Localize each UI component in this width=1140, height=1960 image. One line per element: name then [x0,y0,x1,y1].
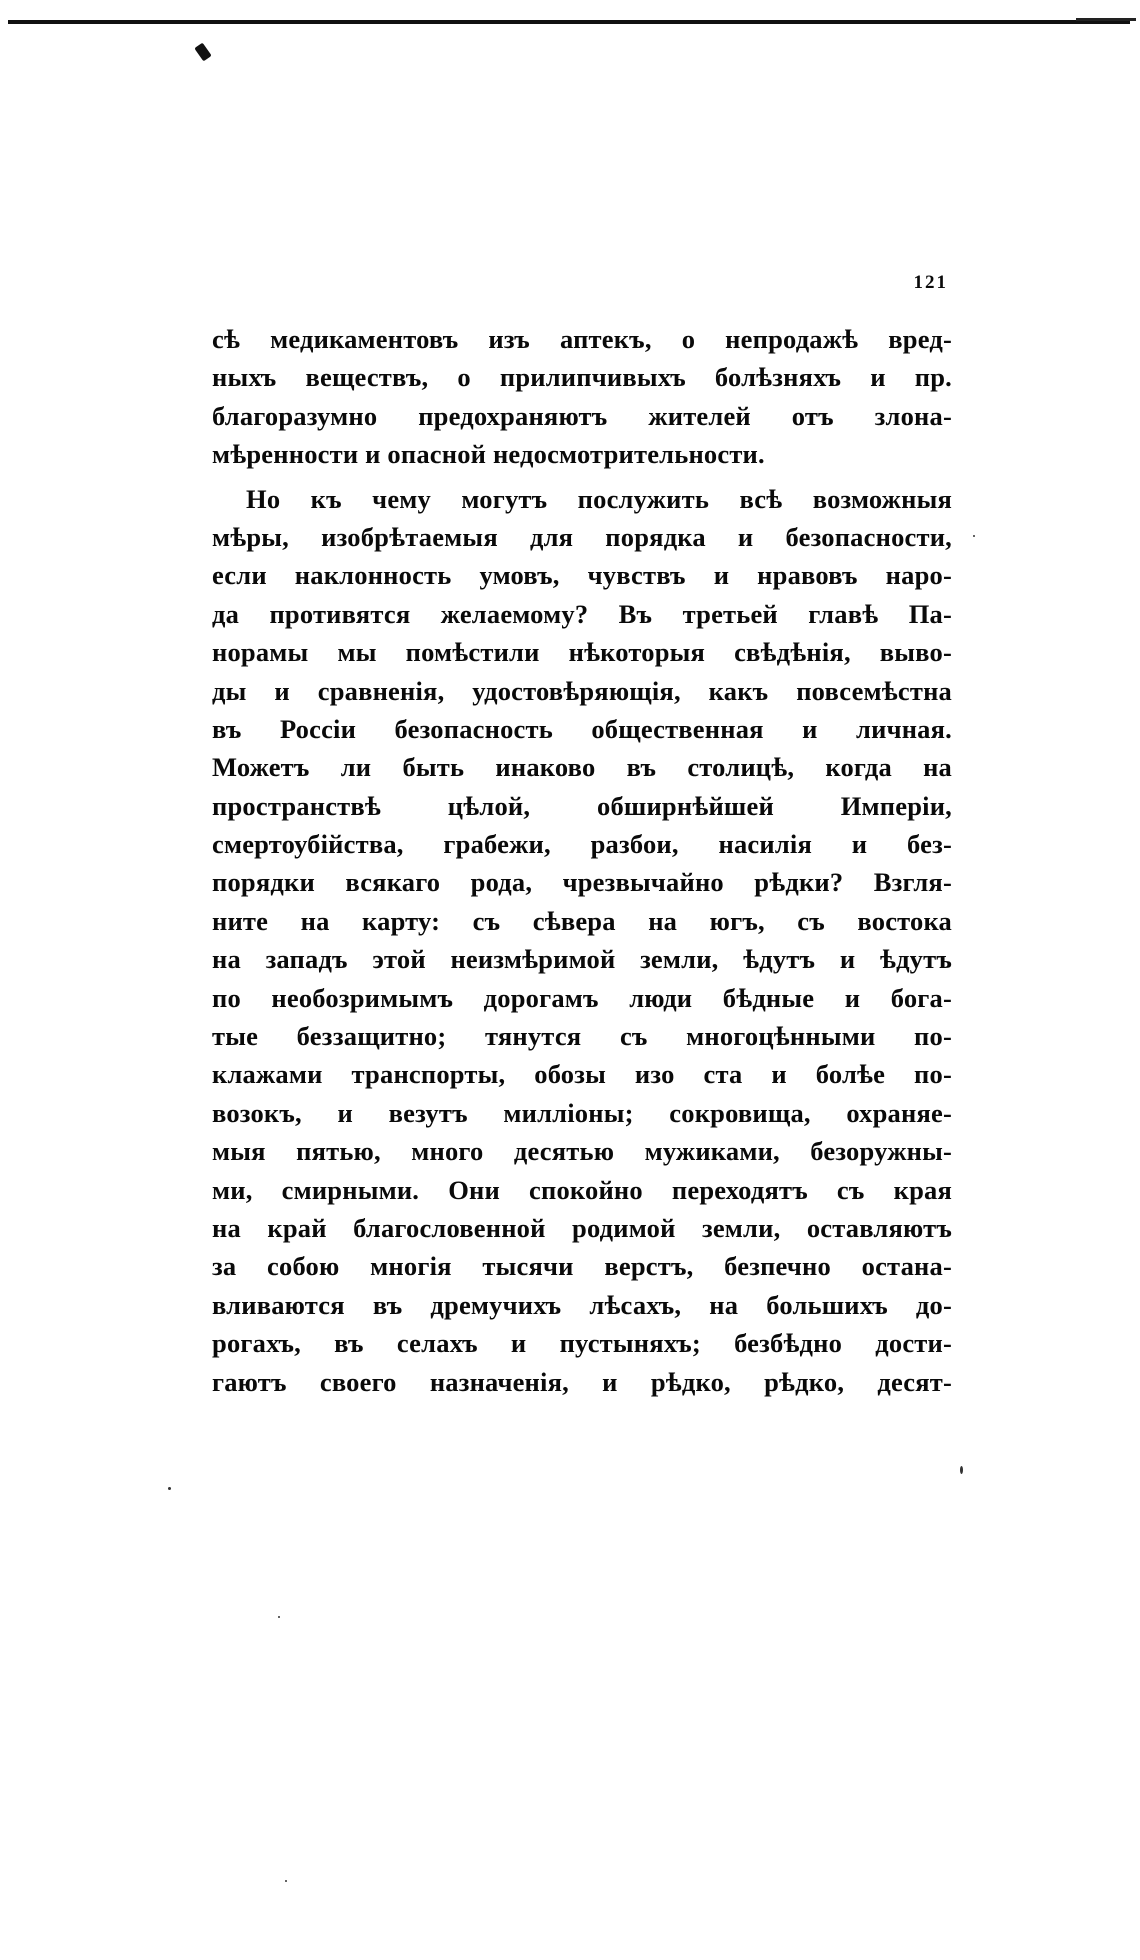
text-line: мѣренности и опасной недосмотрительности. [212,439,765,470]
text-line: гаютъ своего назначенія, и рѣдко, рѣдко, десят- [212,1366,952,1397]
text-line: ды и сравненія, удостовѣряющія, какъ повсемѣстна [212,675,952,706]
top-border-rule [8,20,1130,24]
text-line: Но къ чему могутъ послужить всѣ возможныя [246,483,952,514]
text-line: смертоубійства, грабежи, разбои, насилія и без- [212,829,952,860]
text-line: ныхъ веществъ, о прилипчивыхъ болѣзняхъ и пр. [212,362,952,393]
text-line: ните на карту: съ сѣвера на югъ, съ востока [212,905,952,936]
text-line: за собою многія тысячи верстъ, безпечно остана- [212,1251,952,1282]
text-line: пространствѣ цѣлой, обширнѣйшей Имперіи, [212,790,952,821]
text-line: вливаются въ дремучихъ лѣсахъ, на большихъ до- [212,1289,952,1320]
text-line: да противятся желаемому? Въ третьей главѣ Па- [212,598,952,629]
text-line: мѣры, изобрѣтаемыя для порядка и безопасности, [212,521,952,552]
text-line: если наклонность умовъ, чувствъ и нравовъ наро- [212,560,952,591]
text-line: Можетъ ли быть инаково въ столицѣ, когда на [212,752,952,783]
page-number: 121 [913,272,948,293]
ink-speck [960,1466,963,1474]
text-line: возокъ, и везутъ милліоны; сокровища, охраняе- [212,1097,952,1128]
text-line: на западъ этой неизмѣримой земли, ѣдутъ и ѣдутъ [212,944,952,975]
text-line: въ Россіи безопасность общественная и личная. [212,713,952,744]
body-text [212,320,952,1401]
text-line: порядки всякаго рода, чрезвычайно рѣдки? Взгля- [212,867,952,898]
text-line: мыя пятью, много десятью мужиками, безоружны- [212,1136,952,1167]
ink-speck [973,535,975,537]
text-line: тые беззащитно; тянутся съ многоцѣнными по- [212,1021,952,1052]
ink-speck [278,1616,280,1618]
text-line: сѣ медикаментовъ изъ аптекъ, о непродажѣ вред- [212,324,952,354]
text-line: на край благословенной родимой земли, оставляютъ [212,1212,952,1243]
text-line: ми, смирными. Они спокойно переходятъ съ края [212,1174,952,1205]
ink-speck [168,1487,171,1490]
text-line: рогахъ, въ селахъ и пустыняхъ; безбѣдно дости- [212,1328,952,1359]
ink-mark [194,43,211,62]
text-line: по необозримымъ дорогамъ люди бѣдные и бога- [212,982,952,1013]
ink-speck [285,1880,287,1882]
text-line: клажами транспорты, обозы изо ста и болѣе по- [212,1059,952,1090]
top-border-rule-edge [1076,18,1136,21]
text-line: норамы мы помѣстили нѣкоторыя свѣдѣнія, выво- [212,637,952,668]
text-line: благоразумно предохраняютъ жителей отъ злона- [212,400,952,431]
